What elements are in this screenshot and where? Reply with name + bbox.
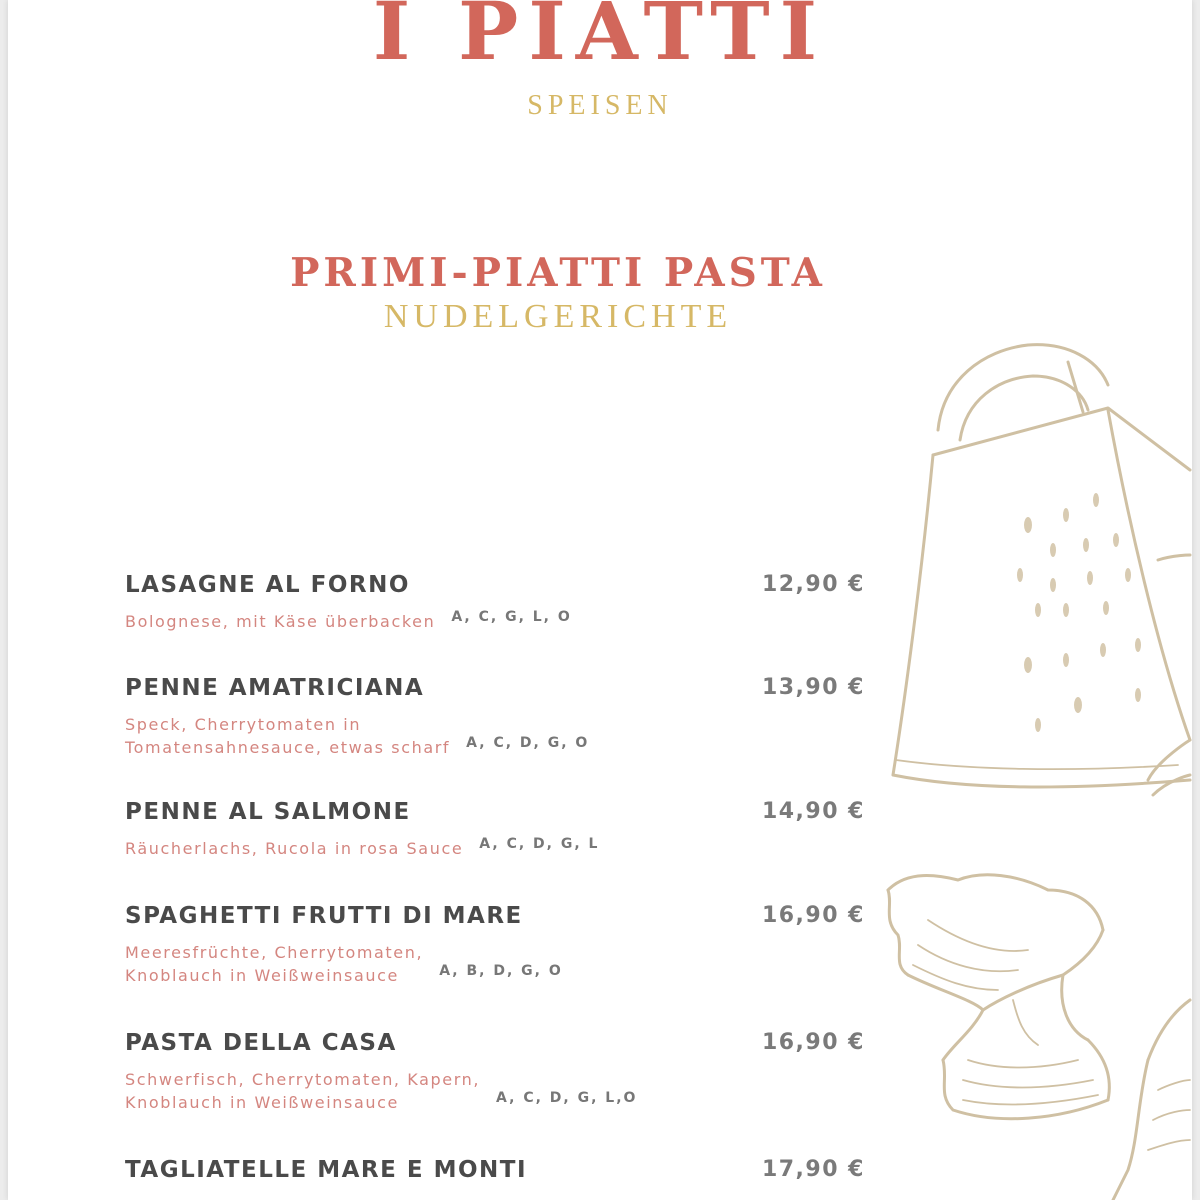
item-name: PENNE AMATRICIANA bbox=[125, 675, 425, 701]
item-description: Schwerfisch, Cherrytomaten, Kapern, Knoblauch in Weißweinsauce bbox=[125, 1070, 481, 1112]
item-allergens: A, B, D, G, O bbox=[439, 963, 563, 979]
item-price: 12,90 € bbox=[761, 572, 865, 597]
item-description: Speck, Cherrytomaten in Tomatensahnesauce, etwas scharf bbox=[125, 715, 451, 757]
menu-item bbox=[125, 1155, 865, 1185]
item-allergens: A, C, G, L, O bbox=[451, 609, 572, 625]
menu-item bbox=[125, 901, 865, 987]
item-name: LASAGNE AL FORNO bbox=[125, 572, 410, 598]
item-allergens: A, C, D, G, L bbox=[479, 836, 600, 852]
page-title: I PIATTI bbox=[372, 0, 828, 78]
item-price: 13,90 € bbox=[761, 675, 865, 700]
menu-item bbox=[125, 797, 865, 860]
item-price: 14,90 € bbox=[761, 799, 865, 824]
menu-item bbox=[125, 1028, 865, 1114]
menu-page bbox=[8, 0, 1192, 1200]
item-description: Meeresfrüchte, Cherrytomaten, Knoblauch in Weißweinsauce bbox=[125, 943, 424, 985]
item-allergens: A, C, D, G, O bbox=[466, 735, 590, 751]
section-subtitle: NUDELGERICHTE bbox=[383, 298, 733, 335]
item-name: PASTA DELLA CASA bbox=[125, 1030, 397, 1056]
menu-item bbox=[125, 673, 865, 759]
menu-item bbox=[125, 570, 865, 633]
item-name: PENNE AL SALMONE bbox=[125, 799, 411, 825]
item-allergens: A, C, D, G, L,O bbox=[496, 1090, 638, 1106]
section-title: PRIMI-PIATTI PASTA bbox=[290, 250, 826, 296]
item-description: Räucherlachs, Rucola in rosa Sauce bbox=[125, 839, 464, 858]
item-price: 17,90 € bbox=[761, 1157, 865, 1182]
page-subtitle: SPEISEN bbox=[527, 90, 673, 121]
item-price: 16,90 € bbox=[761, 903, 865, 928]
item-description: Bolognese, mit Käse überbacken bbox=[125, 612, 436, 631]
item-name: SPAGHETTI FRUTTI DI MARE bbox=[125, 903, 523, 929]
item-price: 16,90 € bbox=[761, 1030, 865, 1055]
item-name: TAGLIATELLE MARE E MONTI bbox=[125, 1157, 528, 1183]
